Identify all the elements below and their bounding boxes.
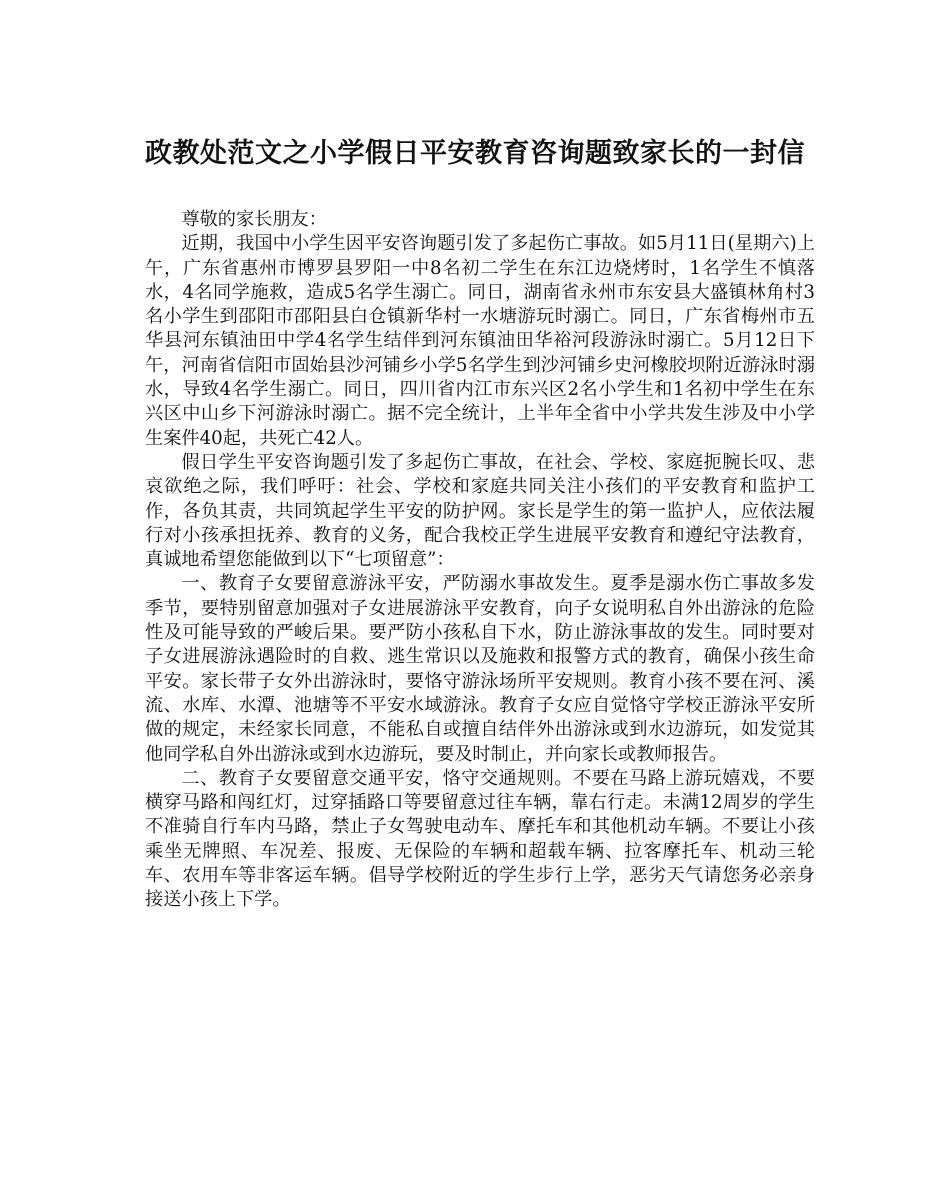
body-paragraph-item-2: 二、教育子女要留意交通平安，恪守交通规则。不要在马路上游玩嬉戏，不要横穿马路和闯红灯，过穿插路口等要留意过往车辆，靠右行走。未满12周岁的学生不准骑自行车内马路，禁止子女驾驶电动车、摩托车和其他机动车辆。不要让小孩乘坐无牌照、车况差、报废、无保险的车辆和超载车辆、拉客摩托车、机动三轮车、农用车等非客运车辆。倡导学校附近的学生步行上学，恶劣天气请您务必亲身接送小孩上下学。 <box>145 767 815 911</box>
body-paragraph-item-1: 一、教育子女要留意游泳平安，严防溺水事故发生。夏季是溺水伤亡事故多发季节，要特别留意加强对子女进展游泳平安教育，向子女说明私自外出游泳的危险性及可能导致的严峻后果。要严防小孩私自下水，防止游泳事故的发生。同时要对子女进展游泳遇险时的自救、逃生常识以及施救和报警方式的教育，确保小孩生命平安。家长带子女外出游泳时，要恪守游泳场所平安规则。教育小孩不要在河、溪流、水库、水潭、池塘等不平安水域游泳。教育子女应自觉恪守学校正游泳平安所做的规定，未经家长同意，不能私自或擅自结伴外出游泳或到水边游玩，如发觉其他同学私自外出游泳或到水边游玩，要及时制止，并向家长或教师报告。 <box>145 573 815 765</box>
document-title: 政教处范文之小学假日平安教育咨询题致家长的一封信 <box>145 138 805 169</box>
document-body <box>145 208 815 913</box>
body-paragraph-incidents: 近期，我国中小学生因平安咨询题引发了多起伤亡事故。如5月11日(星期六)上午，广东省惠州市博罗县罗阳一中8名初二学生在东江边烧烤时，1名学生不慎落水，4名同学施救，造成5名学生溺亡。同日，湖南省永州市东安县大盛镇林角村3名小学生到邵阳市邵阳县白仓镇新华村一水塘游玩时溺亡。同日，广东省梅州市五华县河东镇油田中学4名学生结伴到河东镇油田华裕河段游泳时溺亡。5月12日下午，河南省信阳市固始县沙河铺乡小学5名学生到沙河铺乡史河橡胶坝附近游泳时溺水，导致4名学生溺亡。同日，四川省内江市东兴区2名小学生和1名初中学生在东兴区中山乡下河游泳时溺亡。据不完全统计，上半年全省中小学共发生涉及中小学生案件40起，共死亡42人。 <box>145 233 815 449</box>
salutation-paragraph: 尊敬的家长朋友： <box>181 209 327 230</box>
body-paragraph-appeal: 假日学生平安咨询题引发了多起伤亡事故，在社会、学校、家庭扼腕长叹、悲哀欲绝之际，我们呼吁：社会、学校和家庭共同关注小孩们的平安教育和监护工作，各负其责，共同筑起学生平安的防护网。家长是学生的第一监护人，应依法履行对小孩承担抚养、教育的义务，配合我校正学生进展平安教育和遵纪守法教育，真诚地希望您能做到以下“七项留意”： <box>145 451 815 571</box>
